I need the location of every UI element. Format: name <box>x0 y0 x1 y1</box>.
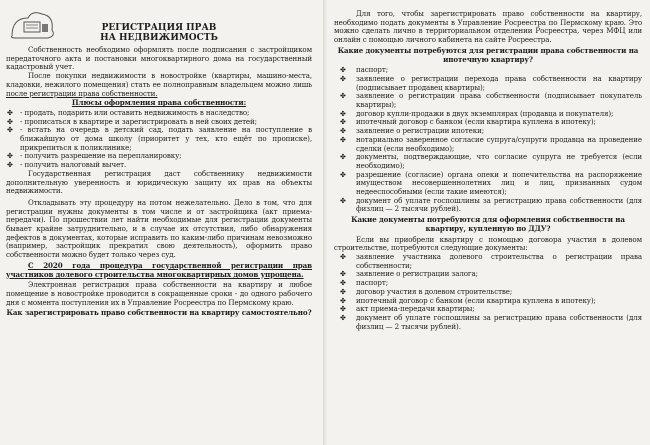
list-item-text: заявление о регистрации ипотеки; <box>356 126 485 136</box>
bullet-icon: ✤ <box>7 126 13 135</box>
plus-list <box>6 109 312 170</box>
mortgage-documents-list <box>334 66 642 214</box>
list-item <box>6 126 312 152</box>
page-title-line-2: НА НЕДВИЖИМОСТЬ <box>100 33 218 43</box>
bullet-icon: ✤ <box>340 270 346 279</box>
page-fold <box>323 0 327 445</box>
bullet-icon: ✤ <box>340 66 346 75</box>
bullet-icon: ✤ <box>340 109 346 118</box>
bullet-icon: ✤ <box>340 196 346 205</box>
bullet-icon: ✤ <box>340 74 346 83</box>
list-item <box>334 136 642 153</box>
paragraph-electronic-registration: Электронная регистрация права собственности на квартиру и любое помещение в новостройке проводится в сокращенные сроки - до одного рабочего дня с момента поступления их в Управление Росреестра по Пермскому краю. <box>6 280 312 307</box>
left-column <box>6 6 312 320</box>
list-item-text: - получить налоговый вычет. <box>20 160 127 170</box>
list-item-text: паспорт; <box>356 65 388 75</box>
list-item-text: паспорт; <box>356 278 388 288</box>
list-item <box>334 153 642 170</box>
bullet-icon: ✤ <box>7 161 13 170</box>
bullet-icon: ✤ <box>340 135 346 144</box>
bullet-icon: ✤ <box>340 252 346 261</box>
ddu-documents-heading: Какие документы потребуются для оформления собственности на квартиру, купленную по ДДУ? <box>351 215 625 233</box>
mortgage-documents-heading: Какие документы потребуются для регистрации права собственности на ипотечную квартиру? <box>337 45 639 64</box>
bullet-icon: ✤ <box>340 153 346 162</box>
bullet-icon: ✤ <box>340 279 346 288</box>
list-item-text: заявление участника долевого строительства о регистрации права собственности; <box>356 251 642 270</box>
rosreestr-logo-icon <box>6 6 58 46</box>
paragraph-postpone: Откладывать эту процедуру на потом нежелательно. Дело в том, что для регистрации нужны документы в том числе и от застройщика (акт приема-передачи). По прошествии лет найти необходимые для регистрации документы бывает крайне затруднительно, и в случае их отсутствия, либо обнаружения дефектов в документах, которые исправить по каким-либо причинам невозможно (например, застройщик прекратил свою деятельность), оформить право собственности можно будет только через суд. <box>6 197 312 260</box>
paragraph-ddu-intro: Если вы приобрели квартиру с помощью договора участия в долевом строительстве, потребуются следующие документы: <box>334 234 642 253</box>
bullet-icon: ✤ <box>340 313 346 322</box>
paragraph-state-registration: Государственная регистрация даст собственнику недвижимости дополнительную уверенность и юридическую защиту их прав на объекты недвижимости. <box>6 168 312 196</box>
bullet-icon: ✤ <box>340 92 346 101</box>
list-item-text: - получить разрешение на перепланировку; <box>20 151 182 161</box>
emphasis-after-registration: после регистрации права собственности. <box>6 88 158 98</box>
bullet-icon: ✤ <box>7 108 13 117</box>
bullet-icon: ✤ <box>340 118 346 127</box>
bullet-icon: ✤ <box>7 117 13 126</box>
paragraph-intro: Собственность необходимо оформлять после подписания с застройщиком передаточного акта и постановки многоквартирного дома на государственный кадастровый учет. <box>6 45 312 72</box>
question-heading-self-registration: Как зарегистрировать право собственности на квартиру самостоятельно? <box>6 308 312 318</box>
paragraph-2020-simplified: С 2020 года процедура государственной регистрации прав участников долевого строительства многоквартирных домов упрощена. <box>6 260 312 279</box>
bullet-icon: ✤ <box>340 127 346 136</box>
list-item-text: - прописаться в квартире и зарегистрировать в ней своих детей; <box>20 116 257 126</box>
ddu-documents-list <box>334 253 642 331</box>
right-column <box>334 10 642 331</box>
list-item-text: нотариально заверенное согласие супруга/супруги продавца на проведение сделки (если необходимо); <box>356 134 642 153</box>
list-item <box>334 197 642 214</box>
bullet-icon: ✤ <box>340 296 346 305</box>
list-item <box>334 314 642 331</box>
list-item <box>334 75 642 92</box>
list-item-text: документ об уплате госпошлины за регистрацию права собственности (для физлиц — 2 тысячи рублей). <box>356 195 642 214</box>
list-item-text: разрешение (согласие) органа опеки и попечительства на распоряжение имуществом несовершеннолетних лиц и лиц, признанных судом недееспособными (если такие имеются); <box>356 169 642 197</box>
list-item-text: ипотечный договор с банком (если квартира куплена в ипотеку); <box>356 117 596 127</box>
list-item <box>334 171 642 197</box>
paragraph-after-purchase-text: После покупки недвижимости в новостройке (квартиры, машино-места, кладовки, нежилого помещения) стать ее полноправным владельцем можно лишь <box>6 71 312 89</box>
plus-heading: Плюсы оформления права собственности: <box>71 98 247 108</box>
list-item-text: - встать на очередь в детский сад, подать заявление на поступление в ближайшую от дома школу (приоритет у тех, кто ещёт по прописке), прикрепиться к поликлинике; <box>20 125 312 152</box>
bullet-icon: ✤ <box>340 305 346 314</box>
list-item-text: - продать, подарить или оставить недвижимость в наследство; <box>20 107 250 117</box>
bullet-icon: ✤ <box>340 170 346 179</box>
list-item <box>334 253 642 270</box>
paragraph-how-to-register: Для того, чтобы зарегистрировать право собственности на квартиру, необходимо подать документы в Управление Росреестра по Пермскому краю. Это можно сделать лично в территориальном отделении Росреестра, через МФЦ или онлайн с помощью личного кабинета на сайте Росреестра. <box>334 9 642 45</box>
list-item <box>6 161 312 170</box>
list-item-text: договор участия в долевом строительстве; <box>356 286 513 296</box>
list-item-text: документ об уплате госпошлины за регистрацию права собственности (для физлиц — 2 тысячи рублей). <box>356 312 642 331</box>
list-item-text: акт приема-передачи квартиры; <box>356 304 475 314</box>
list-item <box>334 92 642 109</box>
list-item-text: заявление о регистрации перехода права собственности на квартиру (подписывает продавец квартиры); <box>356 73 642 92</box>
list-item-text: документы, подтверждающие, что согласие супруга не требуется (если необходимо); <box>356 152 642 170</box>
list-item-text: заявление о регистрации залога; <box>356 269 478 279</box>
bullet-icon: ✤ <box>7 152 13 161</box>
bullet-icon: ✤ <box>340 287 346 296</box>
list-item-text: ипотечный договор с банком (если квартира куплена в ипотеку); <box>356 295 596 305</box>
paragraph-after-purchase <box>6 72 312 98</box>
page-title-line-1: РЕГИСТРАЦИЯ ПРАВ <box>101 23 217 33</box>
list-item-text: договор купли-продажи в двух экземплярах (продавца и покупателя); <box>356 108 614 118</box>
list-item-text: заявление о регистрации права собственности (подписывает покупатель квартиры); <box>356 91 642 110</box>
